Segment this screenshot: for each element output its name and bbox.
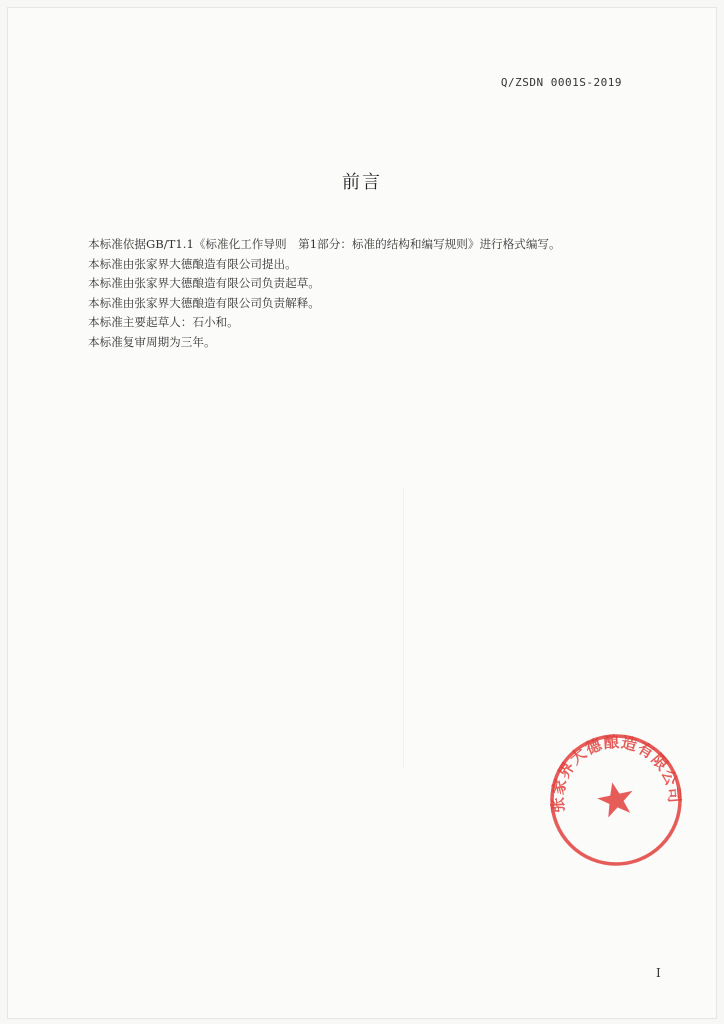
standard-code: Q/ZSDN 0001S-2019 (500, 76, 622, 89)
star-icon (595, 779, 637, 819)
paragraph-interpreter: 本标准由张家界大德酿造有限公司负责解释。 (88, 295, 320, 310)
svg-text:张家界大德酿造有限公司: 张家界大德酿造有限公司 (548, 732, 684, 814)
paragraph-review-cycle: 本标准复审周期为三年。 (88, 334, 216, 349)
paragraph-main-drafter: 本标准主要起草人：石小和。 (88, 315, 239, 329)
paper-crease (403, 488, 404, 768)
foreword-body (88, 235, 648, 352)
page-title: 前言 (342, 172, 382, 193)
page-number: I (656, 966, 661, 980)
paragraph-drafter: 本标准由张家界大德酿造有限公司负责起草。 (88, 276, 320, 290)
paragraph-proposer: 本标准由张家界大德酿造有限公司提出。 (88, 256, 297, 271)
paragraph-format-basis: 本标准依据GB/T1.1《标准化工作导则 第1部分：标准的结构和编写规则》进行格式编写。 (88, 237, 561, 251)
company-seal (546, 730, 686, 870)
